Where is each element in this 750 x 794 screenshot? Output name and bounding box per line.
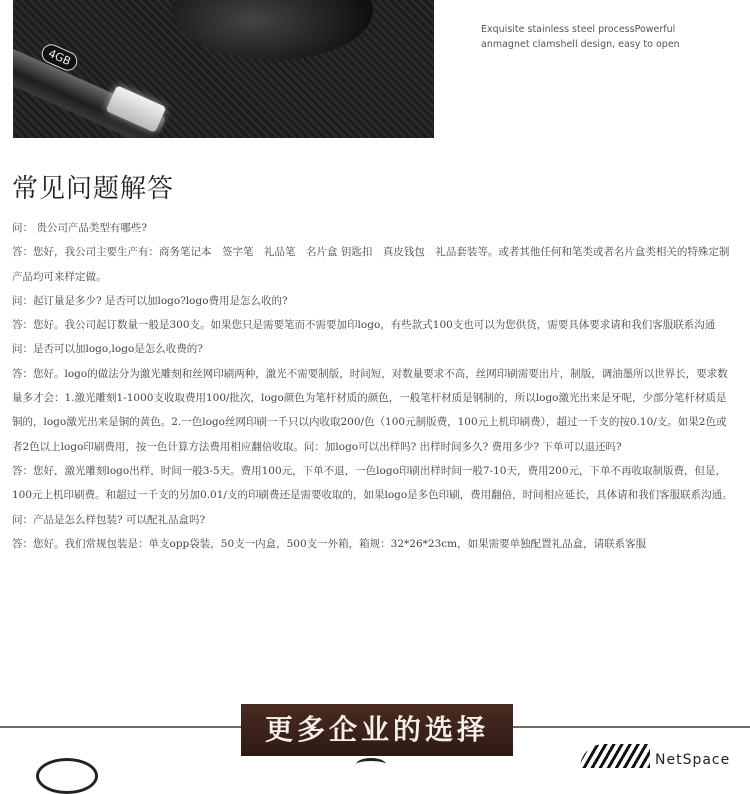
feature-title <box>480 0 720 4</box>
enterprise-banner: 更多企业的选择 <box>241 704 513 756</box>
feature-description: Exquisite stainless steel processPowerful anmagnet clamshell design, easy to open <box>481 24 680 50</box>
capacity-label: 4GB <box>39 41 81 73</box>
faq-title: 常见问题解答 <box>12 174 175 204</box>
faq-question: 问：起订量是多少? 是否可以加logo?logo费用是怎么收的? <box>12 294 288 307</box>
faq-answer: 答：您好，我公司主要生产有：商务笔记本 签字笔 礼品笔 名片盒 钥匙扣 真皮钱包 礼品套装等。或者其他任何和笔类或者名片盒类相关的特殊定制产品均可来样定做。 <box>12 246 730 283</box>
client-logo-icon <box>580 744 650 768</box>
faq-question: 问： 贵公司产品类型有哪些? <box>12 222 147 234</box>
client-logo-icon <box>36 758 98 794</box>
product-photo <box>13 0 434 138</box>
client-logo-text: NetSpace <box>655 752 731 768</box>
mouse-image <box>173 0 373 60</box>
faq-answer: 答：您好，激光雕刻logo出样，时间一般3-5天。费用100元，下单不退，一色logo印刷出样时间一般7-10天，费用200元，下单不再收取制版费，但是，100元上机印刷费。和超过一千支的另加0.01/支的印刷费还是需要收取的，如果logo是多色印刷，费用翻倍，时间相应延长，具体请和我们客服联系沟通。 <box>12 464 733 502</box>
faq-question: 问：产品是怎么样包装? 可以配礼品盒吗? <box>12 513 206 526</box>
faq-body <box>12 216 734 556</box>
faq-question: 问：是否可以加logo,logo是怎么收费的? <box>12 343 203 356</box>
faq-answer: 答：您好。我公司起订数量一般是300支。如果您只是需要笔而不需要加印logo，有些款式100支也可以为您供货，需要具体要求请和我们客服联系沟通 <box>12 319 716 332</box>
faq-answer: 答：您好。我们常规包装是：单支opp袋装，50支一内盒，500支一外箱，箱规：32*26*23cm，如果需要单独配置礼品盒，请联系客服 <box>12 537 647 550</box>
faq-answer: 答：您好。logo的做法分为激光雕刻和丝网印刷两种，激光不需要制版，时间短，对数量要求不高，丝网印刷需要出片，制版，调油墨所以世界长，要求数量多才会：1.激光雕刻1-1000支收取费用100/批次，logo颜色为笔杆材质的颜色，一般笔杆材质是钢制的，所以logo激光出来是牙呢，少部分笔杆材质是铜的，logo激光出来是铜的黄色。2.一色logo丝网印刷一千只以内收取200/色（100元制版费，100元上机印刷费），超过一千支的按0.10/支。如果2色或者2色以上logo印刷费用，按一色计算方法费用相应翻倍收取。问：加logo可以出样吗? 出样时间多久? 费用多少? 下单可以退还吗? <box>12 367 728 453</box>
client-logo-icon <box>356 758 386 771</box>
